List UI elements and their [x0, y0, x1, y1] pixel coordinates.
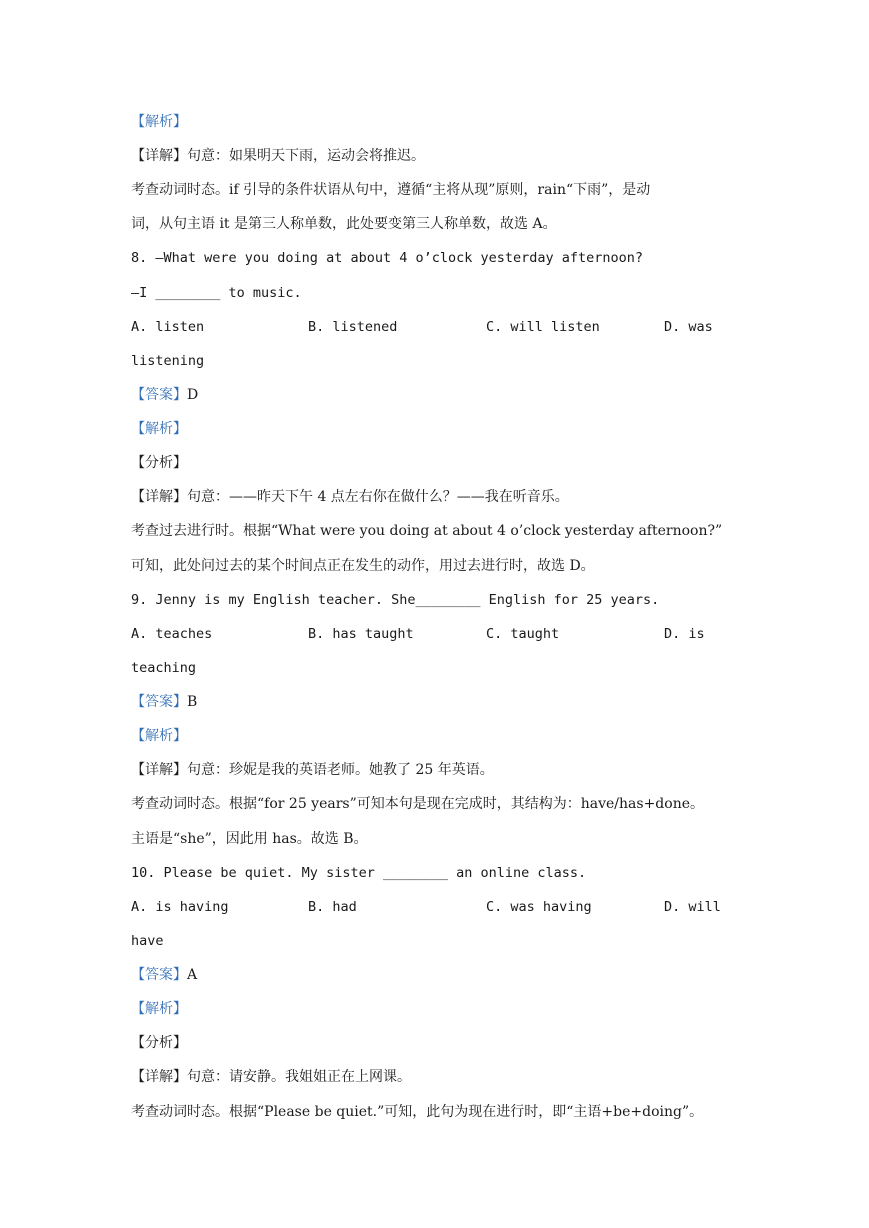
detail-tag: 【详解】 — [131, 148, 187, 164]
explanation-line: 主语是“she”，因此用 has。故选 B。 — [131, 831, 368, 847]
detail-text: 句意：——昨天下午 4 点左右你在做什么？——我在听音乐。 — [187, 489, 569, 505]
explanation-line: 考查动词时态。if 引导的条件状语从句中，遵循“主将从现”原则，rain“下雨”，是动 — [131, 182, 651, 198]
option-d-continued: listening — [131, 353, 205, 369]
explanation-line: 可知，此处问过去的某个时间点正在发生的动作，用过去进行时，故选 D。 — [131, 558, 595, 574]
explanation-line: 考查动词时态。根据“for 25 years”可知本句是现在完成时，其结构为：have/has+done。 — [131, 796, 704, 812]
analysis-tag: 【解析】 — [131, 114, 187, 130]
answer-tag: 【答案】 — [131, 387, 187, 403]
answer-value: A — [187, 967, 198, 983]
explanation-line: 考查过去进行时。根据“What were you doing at about 4 o’clock yesterday afternoon?” — [131, 523, 723, 539]
analysis-tag: 【解析】 — [131, 421, 187, 437]
detail-tag: 【详解】 — [131, 1069, 187, 1085]
explanation-line: 词，从句主语 it 是第三人称单数，此处要变第三人称单数，故选 A。 — [131, 216, 557, 232]
detail-tag: 【详解】 — [131, 489, 187, 505]
question-stem: 9. Jenny is my English teacher. She________ English for 25 years. — [131, 592, 660, 608]
option-d: D. is — [664, 626, 705, 642]
option-a: A. listen — [131, 319, 205, 335]
question-reply: —I ________ to music. — [131, 285, 302, 301]
option-b: B. has taught — [308, 626, 414, 642]
answer-line — [131, 966, 197, 984]
analysis-tag: 【解析】 — [131, 1001, 187, 1017]
option-d: D. was — [664, 319, 713, 335]
option-b: B. listened — [308, 319, 398, 335]
analyze-tag: 【分析】 — [131, 455, 187, 471]
answer-value: B — [187, 694, 198, 710]
answer-line — [131, 693, 197, 711]
answer-tag: 【答案】 — [131, 694, 187, 710]
analyze-tag: 【分析】 — [131, 1035, 187, 1051]
answer-value: D — [187, 387, 199, 403]
option-b: B. had — [308, 899, 357, 915]
option-c: C. will listen — [486, 319, 600, 335]
answer-line — [131, 386, 198, 404]
detail-tag: 【详解】 — [131, 762, 187, 778]
detail-line — [131, 147, 425, 165]
option-d-continued: teaching — [131, 660, 197, 676]
option-c: C. was having — [486, 899, 592, 915]
detail-line — [131, 1068, 411, 1086]
explanation-line: 考查动词时态。根据“Please be quiet.”可知，此句为现在进行时，即“主语+be+doing”。 — [131, 1104, 704, 1120]
detail-line — [131, 761, 494, 779]
analysis-tag: 【解析】 — [131, 728, 187, 744]
detail-text: 句意：请安静。我姐姐正在上网课。 — [187, 1069, 411, 1085]
detail-line — [131, 488, 569, 506]
option-a: A. teaches — [131, 626, 213, 642]
detail-text: 句意：如果明天下雨，运动会将推迟。 — [187, 148, 425, 164]
answer-tag: 【答案】 — [131, 967, 187, 983]
question-stem: 10. Please be quiet. My sister ________ an online class. — [131, 865, 587, 881]
detail-text: 句意：珍妮是我的英语老师。她教了 25 年英语。 — [187, 762, 494, 778]
question-stem: 8. —What were you doing at about 4 o’clock yesterday afternoon? — [131, 250, 644, 266]
option-c: C. taught — [486, 626, 560, 642]
option-d-continued: have — [131, 933, 164, 949]
option-a: A. is having — [131, 899, 229, 915]
option-d: D. will — [664, 899, 721, 915]
